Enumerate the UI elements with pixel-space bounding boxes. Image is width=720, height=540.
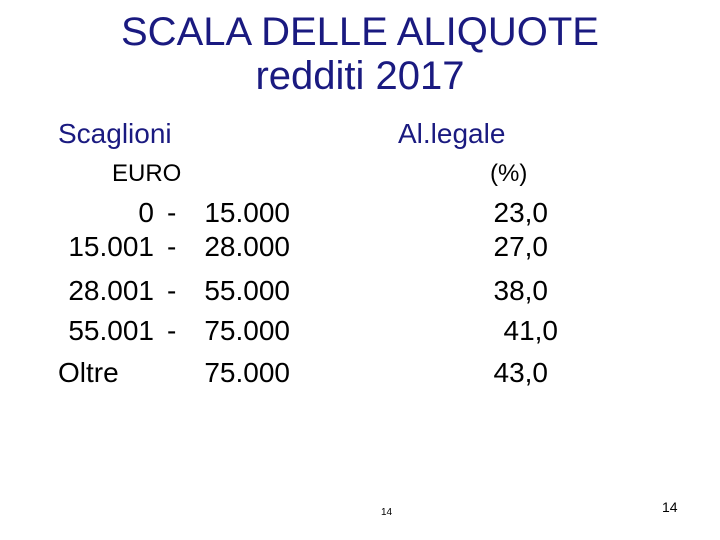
bracket-row xyxy=(0,196,720,230)
bracket-from: 15.001 xyxy=(68,231,154,262)
bracket-separator: - xyxy=(167,231,177,262)
bracket-to: 15.000 xyxy=(204,197,290,228)
bracket-rate: 23,0 xyxy=(493,197,548,228)
bracket-separator: - xyxy=(167,275,177,306)
bracket-row xyxy=(0,356,720,390)
bracket-from: 55.001 xyxy=(68,315,154,346)
rate-unit: (%) xyxy=(490,160,528,187)
slide-title xyxy=(0,10,720,98)
bracket-rate: 43,0 xyxy=(493,357,548,388)
bracket-label: Oltre xyxy=(58,357,119,388)
bracket-rate: 38,0 xyxy=(493,275,548,306)
bracket-to: 75.000 xyxy=(204,315,290,346)
brackets-header: Scaglioni xyxy=(58,118,172,149)
page-number-small: 14 xyxy=(381,507,393,518)
title-line-2: redditi 2017 xyxy=(255,54,465,98)
bracket-row xyxy=(0,274,720,308)
bracket-from: 0 xyxy=(138,197,154,228)
page-number: 14 xyxy=(662,499,678,515)
brackets-unit: EURO xyxy=(112,160,182,187)
bracket-row xyxy=(0,314,720,348)
bracket-rate: 27,0 xyxy=(493,231,548,262)
bracket-to: 75.000 xyxy=(204,357,290,388)
title-line-1: SCALA DELLE ALIQUOTE xyxy=(121,10,599,54)
bracket-to: 55.000 xyxy=(204,275,290,306)
bracket-from: 28.001 xyxy=(68,275,154,306)
rate-header: Al.legale xyxy=(398,118,506,149)
bracket-separator: - xyxy=(167,197,177,228)
bracket-row xyxy=(0,230,720,264)
bracket-separator: - xyxy=(167,315,177,346)
bracket-rate: 41,0 xyxy=(503,315,558,346)
bracket-to: 28.000 xyxy=(204,231,290,262)
